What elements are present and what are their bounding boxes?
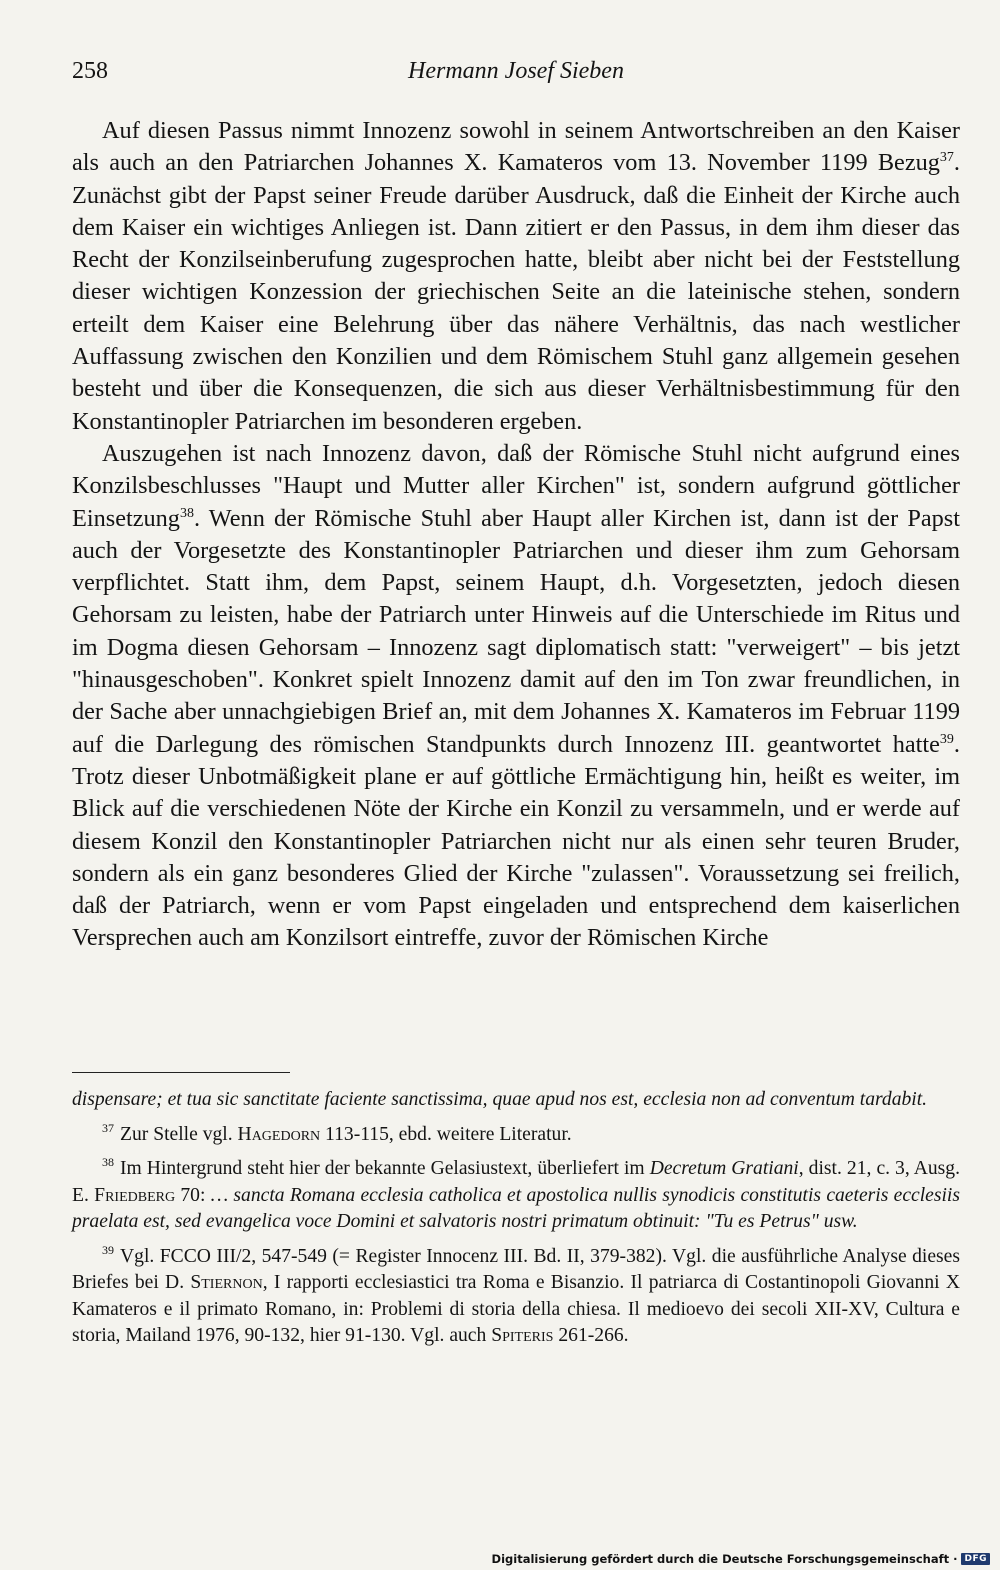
footnote-39-author-1: Stiernon xyxy=(190,1272,263,1293)
footnote-38-text-c: 70: xyxy=(175,1184,211,1206)
footnote-37-number: 37 xyxy=(102,1120,114,1135)
footnote-38 xyxy=(72,1156,960,1236)
footnote-39-text-a: Vgl. FCCO III/2, 547-549 (= Register Innocenz III. Bd. II, 379-382). Vgl. die ausführliche Analyse dieses Briefes bei D. xyxy=(72,1245,960,1293)
footnote-separator xyxy=(72,1072,290,1073)
footnote-37-text-a: Zur Stelle vgl. xyxy=(120,1123,238,1145)
page-header xyxy=(72,58,960,94)
footnote-38-text-a: Im Hintergrund steht hier der bekannte Gelasiustext, überliefert im xyxy=(120,1158,650,1179)
footnote-38-quote: … sancta Romana ecclesia catholica et apostolica nullis synodicis constitutis caeteris ecclesiis praelata est, sed evangelica voce Domini et salvatoris nostri primatum obtinuit: "Tu es Petrus" usw. xyxy=(72,1184,960,1232)
footnote-38-number: 38 xyxy=(102,1155,114,1170)
footnote-39-author-2: Spiteris xyxy=(491,1325,554,1346)
footnote-ref-39: 39 xyxy=(939,731,954,747)
paragraph-1-text-b: . Zunächst gibt der Papst seiner Freude darüber Ausdruck, daß die Einheit der Kirche auch dem Kaiser ein wichtiges Anliegen ist. Dann zitiert er den Passus, in dem ihm dieser das Recht der Konzilseinberufung zugesprochen hatte, bleibt aber nicht bei der Feststellung dieser wichtigen Konzession der griechischen Seite an die lateinische stehen, sondern erteilt dem Kaiser eine Belehrung über das nähere Verhältnis, das nach westlicher Auffassung zwischen den Konzilien und dem Römischem Stuhl ganz allgemein gesehen besteht und über die Konsequenzen, die sich aus dieser Verhältnisbestimmung für den Konstantinopler Patriarchen im besonderen ergeben. xyxy=(72,149,960,435)
digitization-credit xyxy=(492,1552,990,1566)
footnote-ref-37: 37 xyxy=(939,150,954,166)
running-title: Hermann Josef Sieben xyxy=(408,58,624,84)
footnote-37-text-b: 113-115, ebd. weitere Literatur. xyxy=(320,1123,572,1145)
main-text xyxy=(72,115,960,955)
footnote-ref-38: 38 xyxy=(179,505,194,521)
footnotes xyxy=(72,1087,960,1358)
footnote-37-author: Hagedorn xyxy=(237,1123,321,1145)
footnote-38-title: Decretum Gratiani xyxy=(649,1158,799,1179)
footnote-37 xyxy=(72,1122,960,1149)
page-number: 258 xyxy=(72,58,108,84)
paragraph-2 xyxy=(72,438,960,955)
paragraph-2-text-c: . Trotz dieser Unbotmäßigkeit plane er auf göttliche Ermächtigung hin, heißt es weiter, im Blick auf die verschiedenen Nöte der Kirche ein Konzil zu versammeln, und er werde auf diesem Konzil den Konstantinopler Patriarchen nicht nur als einen sehr teuren Bruder, sondern als ein ganz besonderes Glied der Kirche "zulassen". Voraussetzung sei freilich, daß der Patriarch, wenn er vom Papst eingeladen und entsprechend dem kaiserlichen Versprechen auch am Konzilsort eintreffe, zuvor der Römischen Kirche xyxy=(72,730,960,952)
paragraph-1 xyxy=(72,115,960,438)
footnote-continuation: dispensare; et tua sic sanctitate faciente sanctissima, quae apud nos est, ecclesia non ad conventum tardabit. xyxy=(72,1089,928,1110)
footnote-38-text-b: , dist. 21, c. 3, Ausg. E. xyxy=(72,1158,960,1206)
paragraph-2-text-b: . Wenn der Römische Stuhl aber Haupt aller Kirchen ist, dann ist der Papst auch der Vorgesetzte des Konstantinopler Patriarchen und dieser ihm zum Gehorsam verpflichtet. Statt ihm, dem Papst, seinem Haupt, d.h. Vorgesetzten, jedoch diesen Gehorsam zu leisten, habe der Patriarch unter Hinweis auf die Unterschiede im Ritus und im Dogma diesen Gehorsam – Innozenz sagt diplomatisch statt: "verweigert" – bis jetzt "hinausgeschoben". Konkret spielt Innozenz damit auf den im Ton zwar freundlichen, in der Sache aber unnachgiebigen Brief an, mit dem Johannes X. Kamateros im Februar 1199 auf die Darlegung des römischen Standpunkts durch Innozenz III. geantwortet hatte xyxy=(72,504,960,758)
paragraph-2-text-a: Auszugehen ist nach Innozenz davon, daß der Römische Stuhl nicht aufgrund eines Konzilsbeschlusses "Haupt und Mutter aller Kirchen" ist, sondern aufgrund göttlicher Einsetzung xyxy=(72,439,960,532)
footnote-39-text-c: 261-266. xyxy=(553,1325,629,1346)
digitization-credit-text: Digitalisierung gefördert durch die Deutsche Forschungsgemeinschaft · xyxy=(491,1552,958,1566)
footnote-39-text-b: , I rapporti ecclesiastici tra Roma e Bisanzio. Il patriarca di Costantinopoli Giovanni X Kamateros e il primato Romano, in: Problemi di storia della chiesa. Il medioevo dei secoli XII-XV, Cultura e storia, Mailand 1976, 90-132, hier 91-130. Vgl. auch xyxy=(72,1272,961,1346)
paragraph-1-text-a: Auf diesen Passus nimmt Innozenz sowohl in seinem Antwortschreiben an den Kaiser als auch an den Patriarchen Johannes X. Kamateros vom 13. November 1199 Bezug xyxy=(72,117,960,177)
footnote-39-number: 39 xyxy=(102,1242,114,1257)
footnote-38-author: Friedberg xyxy=(94,1184,176,1206)
footnote-39 xyxy=(72,1244,960,1350)
dfg-logo-icon: DFG xyxy=(961,1553,990,1565)
